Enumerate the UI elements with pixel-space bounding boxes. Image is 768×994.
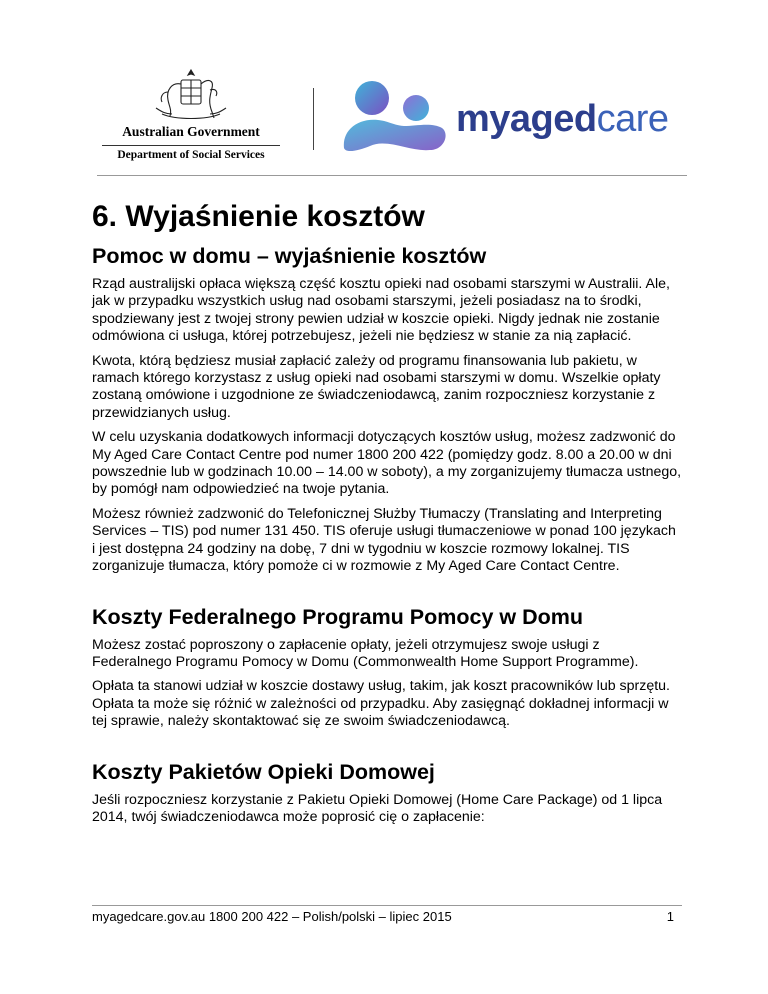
section-heading-chsp-costs: Koszty Federalnego Programu Pomocy w Domu (92, 604, 584, 629)
paragraph: Możesz zostać poproszony o zapłacenie opłaty, jeżeli otrzymujesz swoje usługi z Federalnego Programu Pomocy w Domu (Commonwealth Home Support Programme). (92, 636, 639, 670)
footer-divider (92, 905, 682, 906)
document-header (0, 0, 768, 180)
section-heading-home-help: Pomoc w domu – wyjaśnienie kosztów (92, 244, 487, 268)
government-title: Australian Government (122, 124, 260, 139)
paragraph: Rząd australijski opłaca większą część kosztu opieki nad osobami starszymi w Australii. Ale, jak w przypadku wszystkich usług nad osobami starszymi, jeżeli posiadasz na to środki, spodziewany jest z twojej strony pewien udział w koszcie opieki. Nigdy jednak nie zostanie odmówiona ci usługa, której potrzebujesz, jeżeli nie będziesz w stanie za nią zapłacić. (92, 276, 670, 345)
paragraph: Możesz również zadzwonić do Telefonicznej Służby Tłumaczy (Translating and Interpreting Services – TIS) pod numer 131 450. TIS oferuje usługi tłumaczeniowe w ponad 100 językach i jest dostępna 24 godziny na dobę, 7 dni w tygodniu w koszcie rozmowy lokalnej. TIS zorganizuje tłumacza, który pomoże ci w rozmowie z My Aged Care Contact Centre. (92, 505, 676, 575)
document-footer (92, 905, 682, 924)
footer-text: myagedcare.gov.au 1800 200 422 – Polish/polski – lipiec 2015 (92, 909, 452, 924)
australian-government-logo (96, 68, 286, 164)
header-divider (97, 175, 687, 176)
page-number: 1 (666, 909, 674, 924)
brand-part-1: myaged (456, 98, 597, 140)
brand-part-2: care (596, 98, 669, 140)
paragraph: W celu uzyskania dodatkowych informacji dotyczących kosztów usług, możesz zadzwonić do My Aged Care Contact Centre pod numer 1800 200 422 (pomiędzy godz. 8.00 a 20.00 w dni powszednie lub w godzinach 10.00 – 14.00 w soboty), a my zorganizujemy tłumacza ustnego, by pomógł nam odpowiedzieć na twoje pytania. (92, 429, 682, 498)
page-title: 6. Wyjaśnienie kosztów (92, 200, 425, 233)
myagedcare-people-icon (340, 78, 450, 156)
myagedcare-wordmark (456, 98, 669, 141)
section-heading-home-care-package-costs: Koszty Pakietów Opieki Domowej (92, 759, 435, 784)
department-name: Department of Social Services (117, 149, 265, 161)
government-divider (102, 145, 280, 146)
paragraph: Jeśli rozpoczniesz korzystanie z Pakietu Opieki Domowej (Home Care Package) od 1 lipca 2014, twój świadczeniodawca może poprosić cię o zapłacenie: (92, 791, 663, 825)
document-body (92, 198, 682, 826)
paragraph: Kwota, którą będziesz musiał zapłacić zależy od programu finansowania lub pakietu, w ramach którego korzystasz z usług opieki nad osobami starszymi w domu. Wszelkie opłaty zostaną omówione i uzgodnione ze świadczeniodawcą, zanim rozpoczniesz korzystanie z przewidzianych usług. (92, 352, 661, 421)
coat-of-arms-icon (148, 68, 234, 122)
paragraph: Opłata ta stanowi udział w koszcie dostawy usług, takim, jak koszt pracowników lub sprzętu. Opłata ta może się różnić w zależności od przypadku. Aby zasięgnąć dokładnej informacji w tej sprawie, należy skontaktować się ze swoim świadczeniodawcą. (92, 678, 671, 730)
logo-divider (313, 88, 314, 150)
